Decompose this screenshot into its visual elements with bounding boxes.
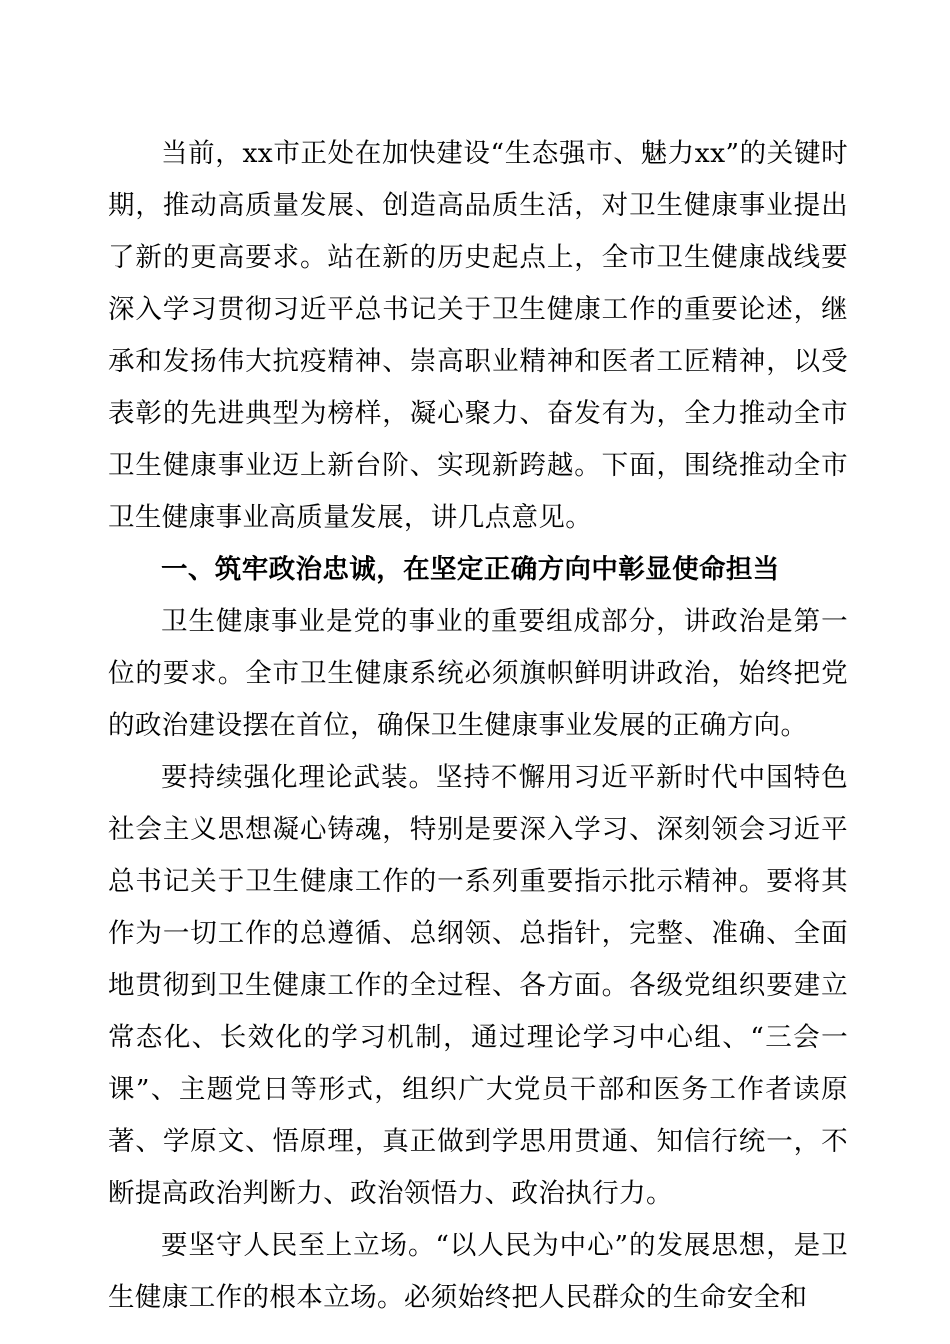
paragraph-people-first: 要坚守人民至上立场。“以人民为中心”的发展思想，是卫生健康工作的根本立场。必须始终把人民群众的生命安全和 — [108, 1230, 848, 1313]
paragraph-theory-armament: 要持续强化理论武装。坚持不懈用习近平新时代中国特色社会主义思想凝心铸魂，特别是要深入学习、深刻领会习近平总书记关于卫生健康工作的一系列重要指示批示精神。要将其作为一切工作的总遵循、总纲领、总指针，完整、准确、全面地贯彻到卫生健康工作的全过程、各方面。各级党组织要建立常态化、长效化的学习机制，通过理论学习中心组、“三会一课”、主题党日等形式，组织广大党员干部和医务工作者读原著、学原文、悟原理，真正做到学思用贯通、知信行统一，不断提高政治判断力、政治领悟力、政治执行力。 — [108, 762, 848, 1209]
paragraph-intro: 当前，xx市正处在加快建设“生态强市、魅力xx”的关键时期，推动高质量发展、创造高品质生活，对卫生健康事业提出了新的更高要求。站在新的历史起点上，全市卫生健康战线要深入学习贯彻习近平总书记关于卫生健康工作的重要论述，继承和发扬伟大抗疫精神、崇高职业精神和医者工匠精神，以受表彰的先进典型为榜样，凝心聚力、奋发有为，全力推动全市卫生健康事业迈上新台阶、实现新跨越。下面，围绕推动全市卫生健康事业高质量发展，讲几点意见。 — [108, 138, 848, 533]
document-body — [108, 128, 848, 1324]
paragraph-politics-first: 卫生健康事业是党的事业的重要组成部分，讲政治是第一位的要求。全市卫生健康系统必须旗帜鲜明讲政治，始终把党的政治建设摆在首位，确保卫生健康事业发展的正确方向。 — [108, 606, 848, 741]
section-heading-one: 一、筑牢政治忠诚，在坚定正确方向中彰显使命担当 — [161, 554, 780, 585]
